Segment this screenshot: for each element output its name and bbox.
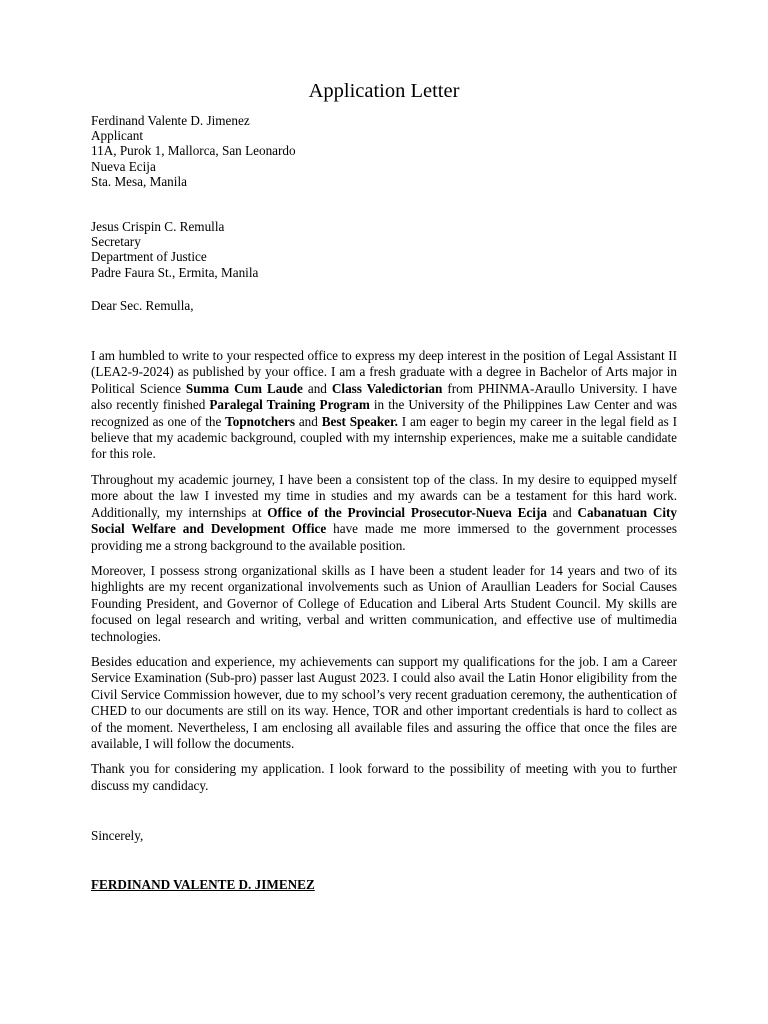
text-run: have made me more immersed to the government processes providing me a strong background to the available position. [91,521,677,553]
text-run: and [546,504,578,520]
sender-role: Applicant [91,128,144,144]
paragraph-thanks: Thank you for considering my application. I look forward to the possibility of meeting with you to further discuss my candidacy. [91,761,677,793]
recipient-office: Department of Justice [91,249,207,265]
sender-address-line2: Nueva Ecija [91,158,156,174]
text-run: from PHINMA-Araullo University. I have also recently finished [91,380,677,413]
text-run: and [295,413,322,429]
recipient-position: Secretary [91,234,141,250]
bold-run: Topnotchers [225,413,295,429]
bold-run: Summa Cum Laude [185,380,303,396]
bold-run: Class Valedictorian [331,380,443,396]
bold-run: Office of the Provincial Prosecutor-Nueva Ecija [267,504,547,520]
letter-page [91,78,677,893]
text-run: I am humbled to write to your respected office to express my deep interest in the position of Legal Assistant II (LEA2-9-2024) as published by your office. I am a fresh graduate with a degree in Bachelor of Arts major in Political Science [91,348,677,396]
text-run: I am eager to begin my career in the legal field as I believe that my academic background, coupled with my internship experiences, make me a suitable candidate for this role. [91,413,677,462]
bold-run: Cabanatuan City Social Welfare and Development Office [91,504,677,537]
salutation: Dear Sec. Remulla, [91,297,194,313]
text-run: and [302,380,332,396]
text-run: in the University of the Philippines Law Center and was recognized as one of the [91,397,677,429]
closing: Sincerely, [91,828,144,844]
bold-run: Paralegal Training Program [209,397,370,413]
sender-block [91,113,677,189]
sender-address-line1: 11A, Purok 1, Mallorca, San Leonardo [91,143,296,159]
paragraph-achievements: Besides education and experience, my achievements can support my qualifications for the job. I am a Career Service Examination (Sub-pro) passer last August 2023. I could also avail the Latin Honor eligibility from the Civil Service Commission however, due to my school’s very recent graduation ceremony, the authentication of CHED to our documents are still on its way. Hence, TOR and other important credentials is hard to collect as of the moment. Nevertheless, I am enclosing all available files and assuring the office that once the files are available, I will follow the documents. [91,653,677,751]
paragraph-intro [91,348,677,463]
document-title: Application Letter [308,80,460,102]
bold-run: Best Speaker. [321,413,398,429]
signature-name: FERDINAND VALENTE D. JIMENEZ [91,877,315,893]
recipient-address: Padre Faura St., Ermita, Manila [91,264,259,280]
sender-name: Ferdinand Valente D. Jimenez [91,113,250,128]
paragraph-skills: Moreover, I possess strong organizational skills as I have been a student leader for 14 years and two of its highlights are my recent organizational involvements such as Union of Araullian Leaders for Social Causes Founding President, and Governor of College of Education and Liberal Arts Student Council. My skills are focused on legal research and writing, verbal and written communication, and effective use of multimedia technologies. [91,562,677,644]
paragraph-academic [91,472,677,554]
sender-address-line3: Sta. Mesa, Manila [91,173,187,189]
recipient-block [91,219,677,280]
text-run: Throughout my academic journey, I have been a consistent top of the class. In my desire to equipped myself more about the law I invested my time in studies and my awards can be a testament for this hard work. Additionally, my internships at [91,471,677,520]
recipient-name: Jesus Crispin C. Remulla [91,219,225,235]
